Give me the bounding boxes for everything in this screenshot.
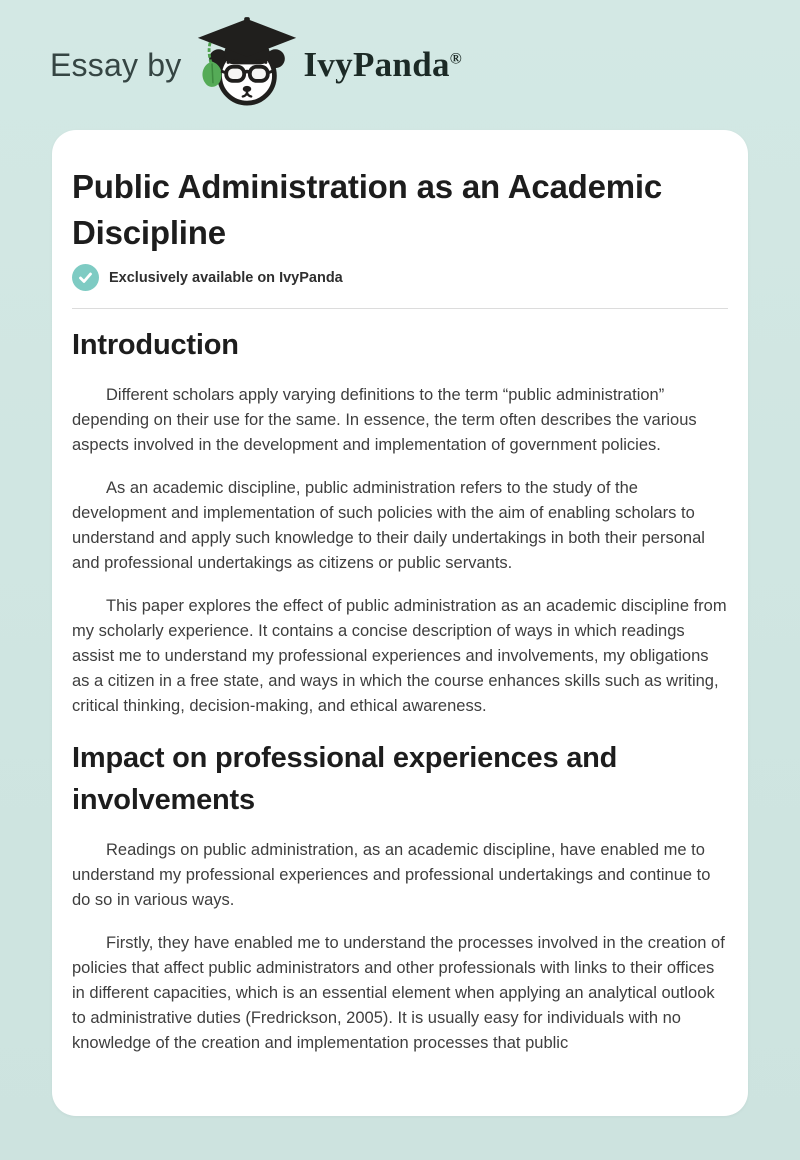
paragraph: Different scholars apply varying definitions to the term “public administration” depending on their use for the same. In essence, the term often describes the various aspects involved in the development and implementation of government policies. (72, 386, 697, 454)
page-header (0, 0, 800, 130)
paragraph: This paper explores the effect of public administration as an academic discipline from my scholarly experience. It contains a concise description of ways in which readings assist me to understand my professional experiences and involvements, my obligations as a citizen in a free state, and ways in which the course enhances skills such as writing, critical thinking, decision-making, and ethical awareness. (72, 597, 727, 715)
paragraph: Readings on public administration, as an academic discipline, have enabled me to understand my professional experiences and professional undertakings and continue to do so in various ways. (72, 841, 711, 909)
panda-graduate-icon (195, 17, 299, 107)
registered-mark: ® (449, 50, 463, 68)
essay-card (52, 130, 748, 1116)
section-heading-introduction: Introduction (72, 329, 239, 361)
exclusive-badge-label: Exclusively available on IvyPanda (109, 269, 343, 286)
divider (72, 308, 728, 309)
paragraph: Firstly, they have enabled me to understand the processes involved in the creation of policies that affect public administrators and other professionals with links to their offices in different capacities, which is an essential element when applying an analytical outlook to administrative duties (Fredrickson, 2005). It is usually easy for individuals with no knowledge of the creation and implementation processes that public (72, 934, 725, 1052)
section-heading-impact: Impact on professional experiences and involvements (72, 742, 618, 816)
exclusive-badge (72, 264, 728, 291)
check-icon (72, 264, 99, 291)
paragraph: As an academic discipline, public administration refers to the study of the development and implementation of such policies with the aim of enabling scholars to understand and apply such knowledge to their daily undertakings in both their personal and professional undertakings as citizens or public servants. (72, 479, 705, 572)
page-title: Public Administration as an Academic Discipline (72, 168, 663, 251)
brand-name: IvyPanda (303, 45, 450, 84)
brand-wordmark (303, 45, 462, 85)
essay-by-label: Essay by (50, 46, 182, 83)
